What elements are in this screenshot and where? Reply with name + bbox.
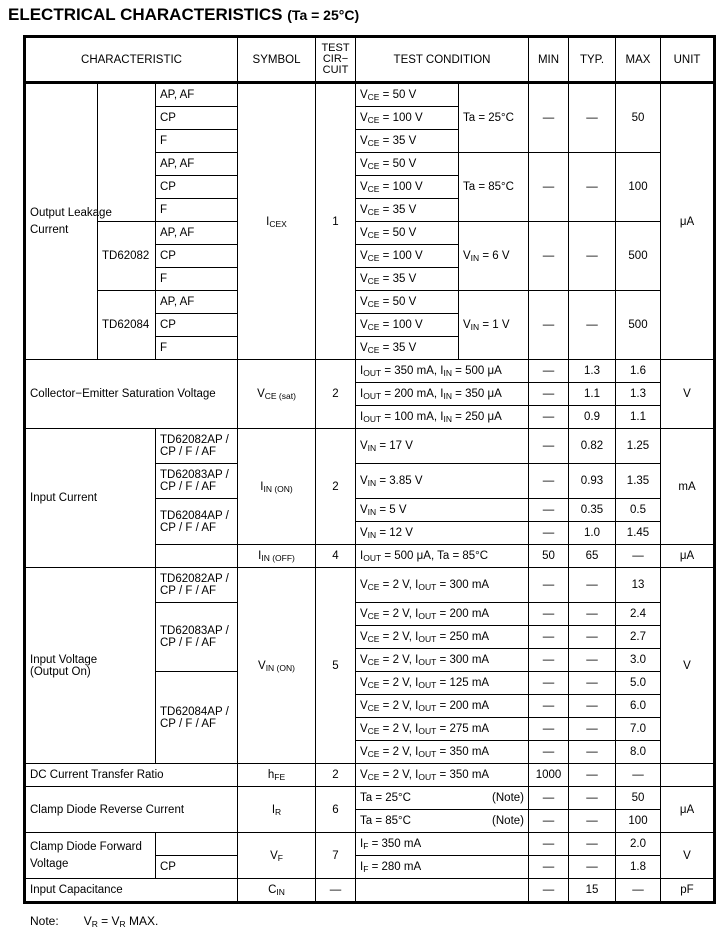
max-cell: 1.35	[616, 464, 661, 499]
condition-cell: $V_{CE} = 2$ V, $I_{OUT} = 200$ mA	[356, 695, 529, 718]
condition-cell: $V_{CE} = 100$ V	[356, 107, 459, 130]
condition-cell: $V_{IN} = 17$ V	[356, 429, 529, 464]
circuit-cell: —	[316, 879, 356, 903]
max-cell: 2.7	[616, 626, 661, 649]
header-characteristic: CHARACTERISTIC	[25, 37, 238, 83]
max-cell: 5.0	[616, 672, 661, 695]
device-cell: TD62084	[98, 291, 156, 360]
condition-cell: $V_{CE} = 100$ V	[356, 245, 459, 268]
variant-cell: AP, AF	[156, 291, 238, 314]
header-symbol: SYMBOL	[238, 37, 316, 83]
condition-cell: $I_F = 280$ mA	[356, 856, 529, 879]
device-cell: TD62082	[98, 222, 156, 291]
condition-cell: $V_{CE} = 50$ V	[356, 153, 459, 176]
variant-cell: CP	[156, 314, 238, 337]
condition-cell: $V_{CE} = 2$ V, $I_{OUT} = 200$ mA	[356, 603, 529, 626]
symbol-cell: $I_{CEX}$	[238, 83, 316, 360]
condition-cell: $V_{CE} = 35$ V	[356, 130, 459, 153]
condition-cell: $V_{CE} = 35$ V	[356, 337, 459, 360]
condition-cell: $V_{IN} = 6$ V	[459, 222, 529, 291]
condition-cell: $I_{OUT} = 500$ μA, Ta = 85°C	[356, 545, 529, 568]
condition-cell: Ta = 85°C	[459, 153, 529, 222]
characteristic-label: Input Capacitance	[25, 879, 238, 903]
symbol-cell: $h_{FE}$	[238, 764, 316, 787]
condition-cell: $I_F = 350$ mA	[356, 833, 529, 856]
condition-cell: $V_{CE} = 2$ V, $I_{OUT} = 275$ mA	[356, 718, 529, 741]
max-cell: 2.4	[616, 603, 661, 626]
characteristic-label: DC Current Transfer Ratio	[25, 764, 238, 787]
max-cell: 1.3	[616, 383, 661, 406]
variant-cell: CP	[156, 245, 238, 268]
max-cell: 7.0	[616, 718, 661, 741]
max-cell: 1.6	[616, 360, 661, 383]
typ-cell: —	[569, 718, 616, 741]
note-label: Note:	[30, 914, 59, 928]
circuit-cell: 1	[316, 83, 356, 360]
table-row	[25, 764, 715, 787]
title-condition: (Ta = 25°C)	[287, 7, 360, 23]
variant-cell: CP	[156, 176, 238, 199]
min-cell: —	[529, 649, 569, 672]
circuit-cell: 6	[316, 787, 356, 833]
max-cell: 100	[616, 810, 661, 833]
variant-cell: AP, AF	[156, 83, 238, 107]
typ-cell: 1.1	[569, 383, 616, 406]
condition-cell: $V_{CE} = 2$ V, $I_{OUT} = 125$ mA	[356, 672, 529, 695]
max-cell: 1.1	[616, 406, 661, 429]
typ-cell: 0.82	[569, 429, 616, 464]
header-unit: UNIT	[661, 37, 715, 83]
circuit-cell: 2	[316, 429, 356, 545]
characteristic-label: Input Current	[25, 429, 156, 568]
min-cell: —	[529, 787, 569, 810]
condition-cell: $V_{CE} = 35$ V	[356, 199, 459, 222]
condition-cell: $V_{CE} = 2$ V, $I_{OUT} = 300$ mA	[356, 649, 529, 672]
variant-cell: F	[156, 337, 238, 360]
condition-cell: $V_{CE} = 100$ V	[356, 176, 459, 199]
symbol-cell: $V_{CE (sat)}$	[238, 360, 316, 429]
max-cell: 3.0	[616, 649, 661, 672]
min-cell: —	[529, 291, 569, 360]
condition-cell: Ta = 25°C (Note)	[356, 787, 529, 810]
min-cell: —	[529, 718, 569, 741]
typ-cell: —	[569, 787, 616, 810]
typ-cell: —	[569, 741, 616, 764]
characteristic-label: Clamp Diode Forward Voltage	[25, 833, 156, 879]
symbol-cell: $I_{IN (OFF)}$	[238, 545, 316, 568]
circuit-cell: 7	[316, 833, 356, 879]
device-cell: TD62083AP / CP / F / AF	[156, 464, 238, 499]
condition-cell: $V_{CE} = 2$ V, $I_{OUT} = 300$ mA	[356, 568, 529, 603]
typ-cell: —	[569, 672, 616, 695]
max-cell: 6.0	[616, 695, 661, 718]
max-cell: 500	[616, 291, 661, 360]
condition-cell: $V_{IN} = 1$ V	[459, 291, 529, 360]
title-text: ELECTRICAL CHARACTERISTICS	[8, 5, 283, 24]
variant-cell: F	[156, 268, 238, 291]
typ-cell: —	[569, 695, 616, 718]
condition-cell: $I_{OUT} = 100$ mA, $I_{IN} = 250$ μA	[356, 406, 529, 429]
table-row	[25, 879, 715, 903]
typ-cell: —	[569, 856, 616, 879]
max-cell: 100	[616, 153, 661, 222]
max-cell: 1.8	[616, 856, 661, 879]
typ-cell: 15	[569, 879, 616, 903]
min-cell: —	[529, 833, 569, 856]
device-cell: TD62084AP / CP / F / AF	[156, 672, 238, 764]
variant-cell: F	[156, 130, 238, 153]
condition-cell: $I_{OUT} = 200$ mA, $I_{IN} = 350$ μA	[356, 383, 529, 406]
unit-cell: μA	[661, 545, 715, 568]
blank-cell	[156, 545, 238, 568]
symbol-cell: $I_R$	[238, 787, 316, 833]
header-max: MAX	[616, 37, 661, 83]
table-row	[25, 787, 715, 810]
unit-cell	[661, 764, 715, 787]
typ-cell: 65	[569, 545, 616, 568]
typ-cell: —	[569, 222, 616, 291]
condition-cell: Ta = 85°C (Note)	[356, 810, 529, 833]
min-cell: —	[529, 464, 569, 499]
typ-cell: —	[569, 291, 616, 360]
max-cell: 13	[616, 568, 661, 603]
min-cell: —	[529, 741, 569, 764]
min-cell: —	[529, 153, 569, 222]
min-cell: —	[529, 406, 569, 429]
unit-cell: V	[661, 568, 715, 764]
typ-cell: —	[569, 603, 616, 626]
typ-cell: —	[569, 810, 616, 833]
min-cell: —	[529, 83, 569, 153]
max-cell: 2.0	[616, 833, 661, 856]
min-cell: —	[529, 695, 569, 718]
min-cell: —	[529, 222, 569, 291]
characteristic-label: Output Leakage Current	[25, 83, 98, 360]
variant-cell: AP, AF	[156, 153, 238, 176]
header-row	[25, 37, 715, 83]
min-cell: —	[529, 603, 569, 626]
condition-cell: $V_{IN} = 5$ V	[356, 499, 529, 522]
note-text: $V_R = V_R$ MAX.	[83, 914, 159, 929]
condition-cell	[356, 879, 529, 903]
unit-cell: μA	[661, 83, 715, 360]
variant-cell: AP, AF	[156, 222, 238, 245]
typ-cell: 0.9	[569, 406, 616, 429]
min-cell: —	[529, 522, 569, 545]
max-cell: —	[616, 545, 661, 568]
characteristic-label: Input Voltage (Output On)	[25, 568, 156, 764]
condition-cell: Ta = 25°C	[459, 83, 529, 153]
table-row	[25, 429, 715, 464]
typ-cell: —	[569, 833, 616, 856]
typ-cell: 1.3	[569, 360, 616, 383]
electrical-characteristics-table	[23, 35, 716, 904]
max-cell: 1.25	[616, 429, 661, 464]
device-cell: TD62082AP / CP / F / AF	[156, 429, 238, 464]
footnote	[30, 914, 158, 928]
header-test-circuit: TEST CIR− CUIT	[316, 37, 356, 83]
max-cell: 1.45	[616, 522, 661, 545]
min-cell: —	[529, 879, 569, 903]
symbol-cell: $V_F$	[238, 833, 316, 879]
max-cell: —	[616, 879, 661, 903]
condition-cell: $V_{CE} = 2$ V, $I_{OUT} = 350$ mA	[356, 764, 529, 787]
section-title	[8, 5, 359, 25]
table-row	[25, 222, 715, 245]
table-row	[25, 83, 715, 107]
device-cell: TD62083AP / CP / F / AF	[156, 603, 238, 672]
condition-cell: $V_{CE} = 50$ V	[356, 83, 459, 107]
min-cell: —	[529, 499, 569, 522]
condition-cell: $V_{CE} = 50$ V	[356, 291, 459, 314]
typ-cell: 0.35	[569, 499, 616, 522]
circuit-cell: 2	[316, 764, 356, 787]
unit-cell: μA	[661, 787, 715, 833]
device-cell: TD62082AP / CP / F / AF	[156, 568, 238, 603]
condition-cell: $I_{OUT} = 350$ mA, $I_{IN} = 500$ μA	[356, 360, 529, 383]
circuit-cell: 4	[316, 545, 356, 568]
variant-cell: F	[156, 199, 238, 222]
unit-cell: V	[661, 360, 715, 429]
typ-cell: 1.0	[569, 522, 616, 545]
variant-cell: CP	[156, 856, 238, 879]
min-cell: —	[529, 429, 569, 464]
min-cell: 1000	[529, 764, 569, 787]
min-cell: —	[529, 672, 569, 695]
condition-cell: $V_{CE} = 2$ V, $I_{OUT} = 250$ mA	[356, 626, 529, 649]
unit-cell: V	[661, 833, 715, 879]
typ-cell: —	[569, 764, 616, 787]
variant-cell: CP	[156, 107, 238, 130]
blank-cell	[156, 833, 238, 856]
max-cell: 8.0	[616, 741, 661, 764]
header-min: MIN	[529, 37, 569, 83]
symbol-cell: $V_{IN (ON)}$	[238, 568, 316, 764]
table-row	[25, 833, 715, 856]
condition-cell: $V_{CE} = 2$ V, $I_{OUT} = 350$ mA	[356, 741, 529, 764]
condition-cell: $V_{IN} = 3.85$ V	[356, 464, 529, 499]
condition-cell: $V_{CE} = 50$ V	[356, 222, 459, 245]
condition-cell: $V_{CE} = 100$ V	[356, 314, 459, 337]
condition-cell: $V_{IN} = 12$ V	[356, 522, 529, 545]
typ-cell: —	[569, 83, 616, 153]
min-cell: —	[529, 810, 569, 833]
typ-cell: —	[569, 626, 616, 649]
max-cell: —	[616, 764, 661, 787]
symbol-cell: $I_{IN (ON)}$	[238, 429, 316, 545]
min-cell: —	[529, 383, 569, 406]
typ-cell: —	[569, 649, 616, 672]
table-row	[25, 360, 715, 383]
max-cell: 0.5	[616, 499, 661, 522]
header-test-condition: TEST CONDITION	[356, 37, 529, 83]
table-row	[25, 291, 715, 314]
unit-cell: pF	[661, 879, 715, 903]
device-cell: TD62084AP / CP / F / AF	[156, 499, 238, 545]
typ-cell: 0.93	[569, 464, 616, 499]
min-cell: —	[529, 360, 569, 383]
max-cell: 50	[616, 83, 661, 153]
max-cell: 50	[616, 787, 661, 810]
circuit-cell: 2	[316, 360, 356, 429]
min-cell: —	[529, 626, 569, 649]
typ-cell: —	[569, 568, 616, 603]
circuit-cell: 5	[316, 568, 356, 764]
condition-cell: $V_{CE} = 35$ V	[356, 268, 459, 291]
unit-cell: mA	[661, 429, 715, 545]
min-cell: 50	[529, 545, 569, 568]
characteristic-label: Clamp Diode Reverse Current	[25, 787, 238, 833]
typ-cell: —	[569, 153, 616, 222]
header-typ: TYP.	[569, 37, 616, 83]
max-cell: 500	[616, 222, 661, 291]
characteristic-label: Collector−Emitter Saturation Voltage	[25, 360, 238, 429]
table-row	[25, 568, 715, 603]
min-cell: —	[529, 856, 569, 879]
min-cell: —	[529, 568, 569, 603]
symbol-cell: $C_{IN}$	[238, 879, 316, 903]
blank-cell	[98, 83, 156, 222]
